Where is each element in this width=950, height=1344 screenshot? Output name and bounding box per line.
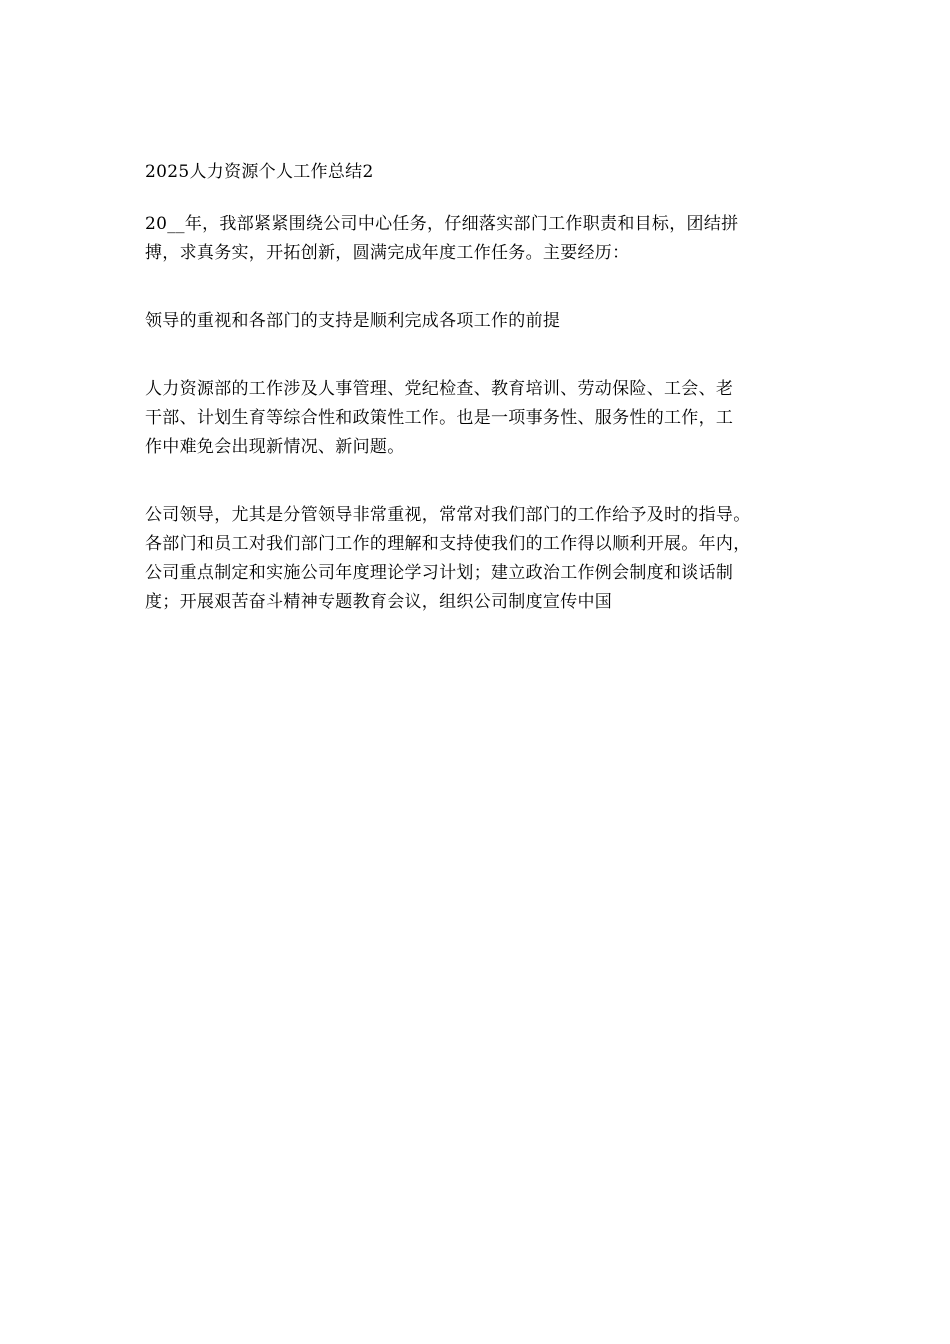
paragraph-leadership <box>145 501 810 617</box>
document-body <box>145 158 810 656</box>
section-heading-text: 领导的重视和各部门的支持是顺利完成各项工作的前提 <box>145 311 561 331</box>
document-title: 2025人力资源个人工作总结2 <box>145 162 374 182</box>
paragraph-line: 干部、计划生育等综合性和政策性工作。也是一项事务性、服务性的工作，工 <box>145 408 734 428</box>
paragraph-line: 度；开展艰苦奋斗精神专题教育会议，组织公司制度宣传中国 <box>145 592 613 612</box>
paragraph-hr-scope <box>145 375 810 462</box>
paragraph-line: 各部门和员工对我们部门工作的理解和支持使我们的工作得以顺利开展。年内， <box>145 534 751 554</box>
paragraph-line: 公司重点制定和实施公司年度理论学习计划；建立政治工作例会制度和谈话制 <box>145 563 734 583</box>
paragraph-line: 20__年，我部紧紧围绕公司中心任务，仔细落实部门工作职责和目标，团结拼 <box>145 214 739 234</box>
paragraph-line: 公司领导，尤其是分管领导非常重视，常常对我们部门的工作给予及时的指导。 <box>145 505 751 525</box>
paragraph-intro <box>145 210 810 268</box>
section-heading <box>145 307 810 336</box>
paragraph-line: 搏，求真务实，开拓创新，圆满完成年度工作任务。主要经历： <box>145 243 630 263</box>
paragraph-line: 人力资源部的工作涉及人事管理、党纪检查、教育培训、劳动保险、工会、老 <box>145 379 734 399</box>
paragraph-line: 作中难免会出现新情况、新问题。 <box>145 437 405 457</box>
